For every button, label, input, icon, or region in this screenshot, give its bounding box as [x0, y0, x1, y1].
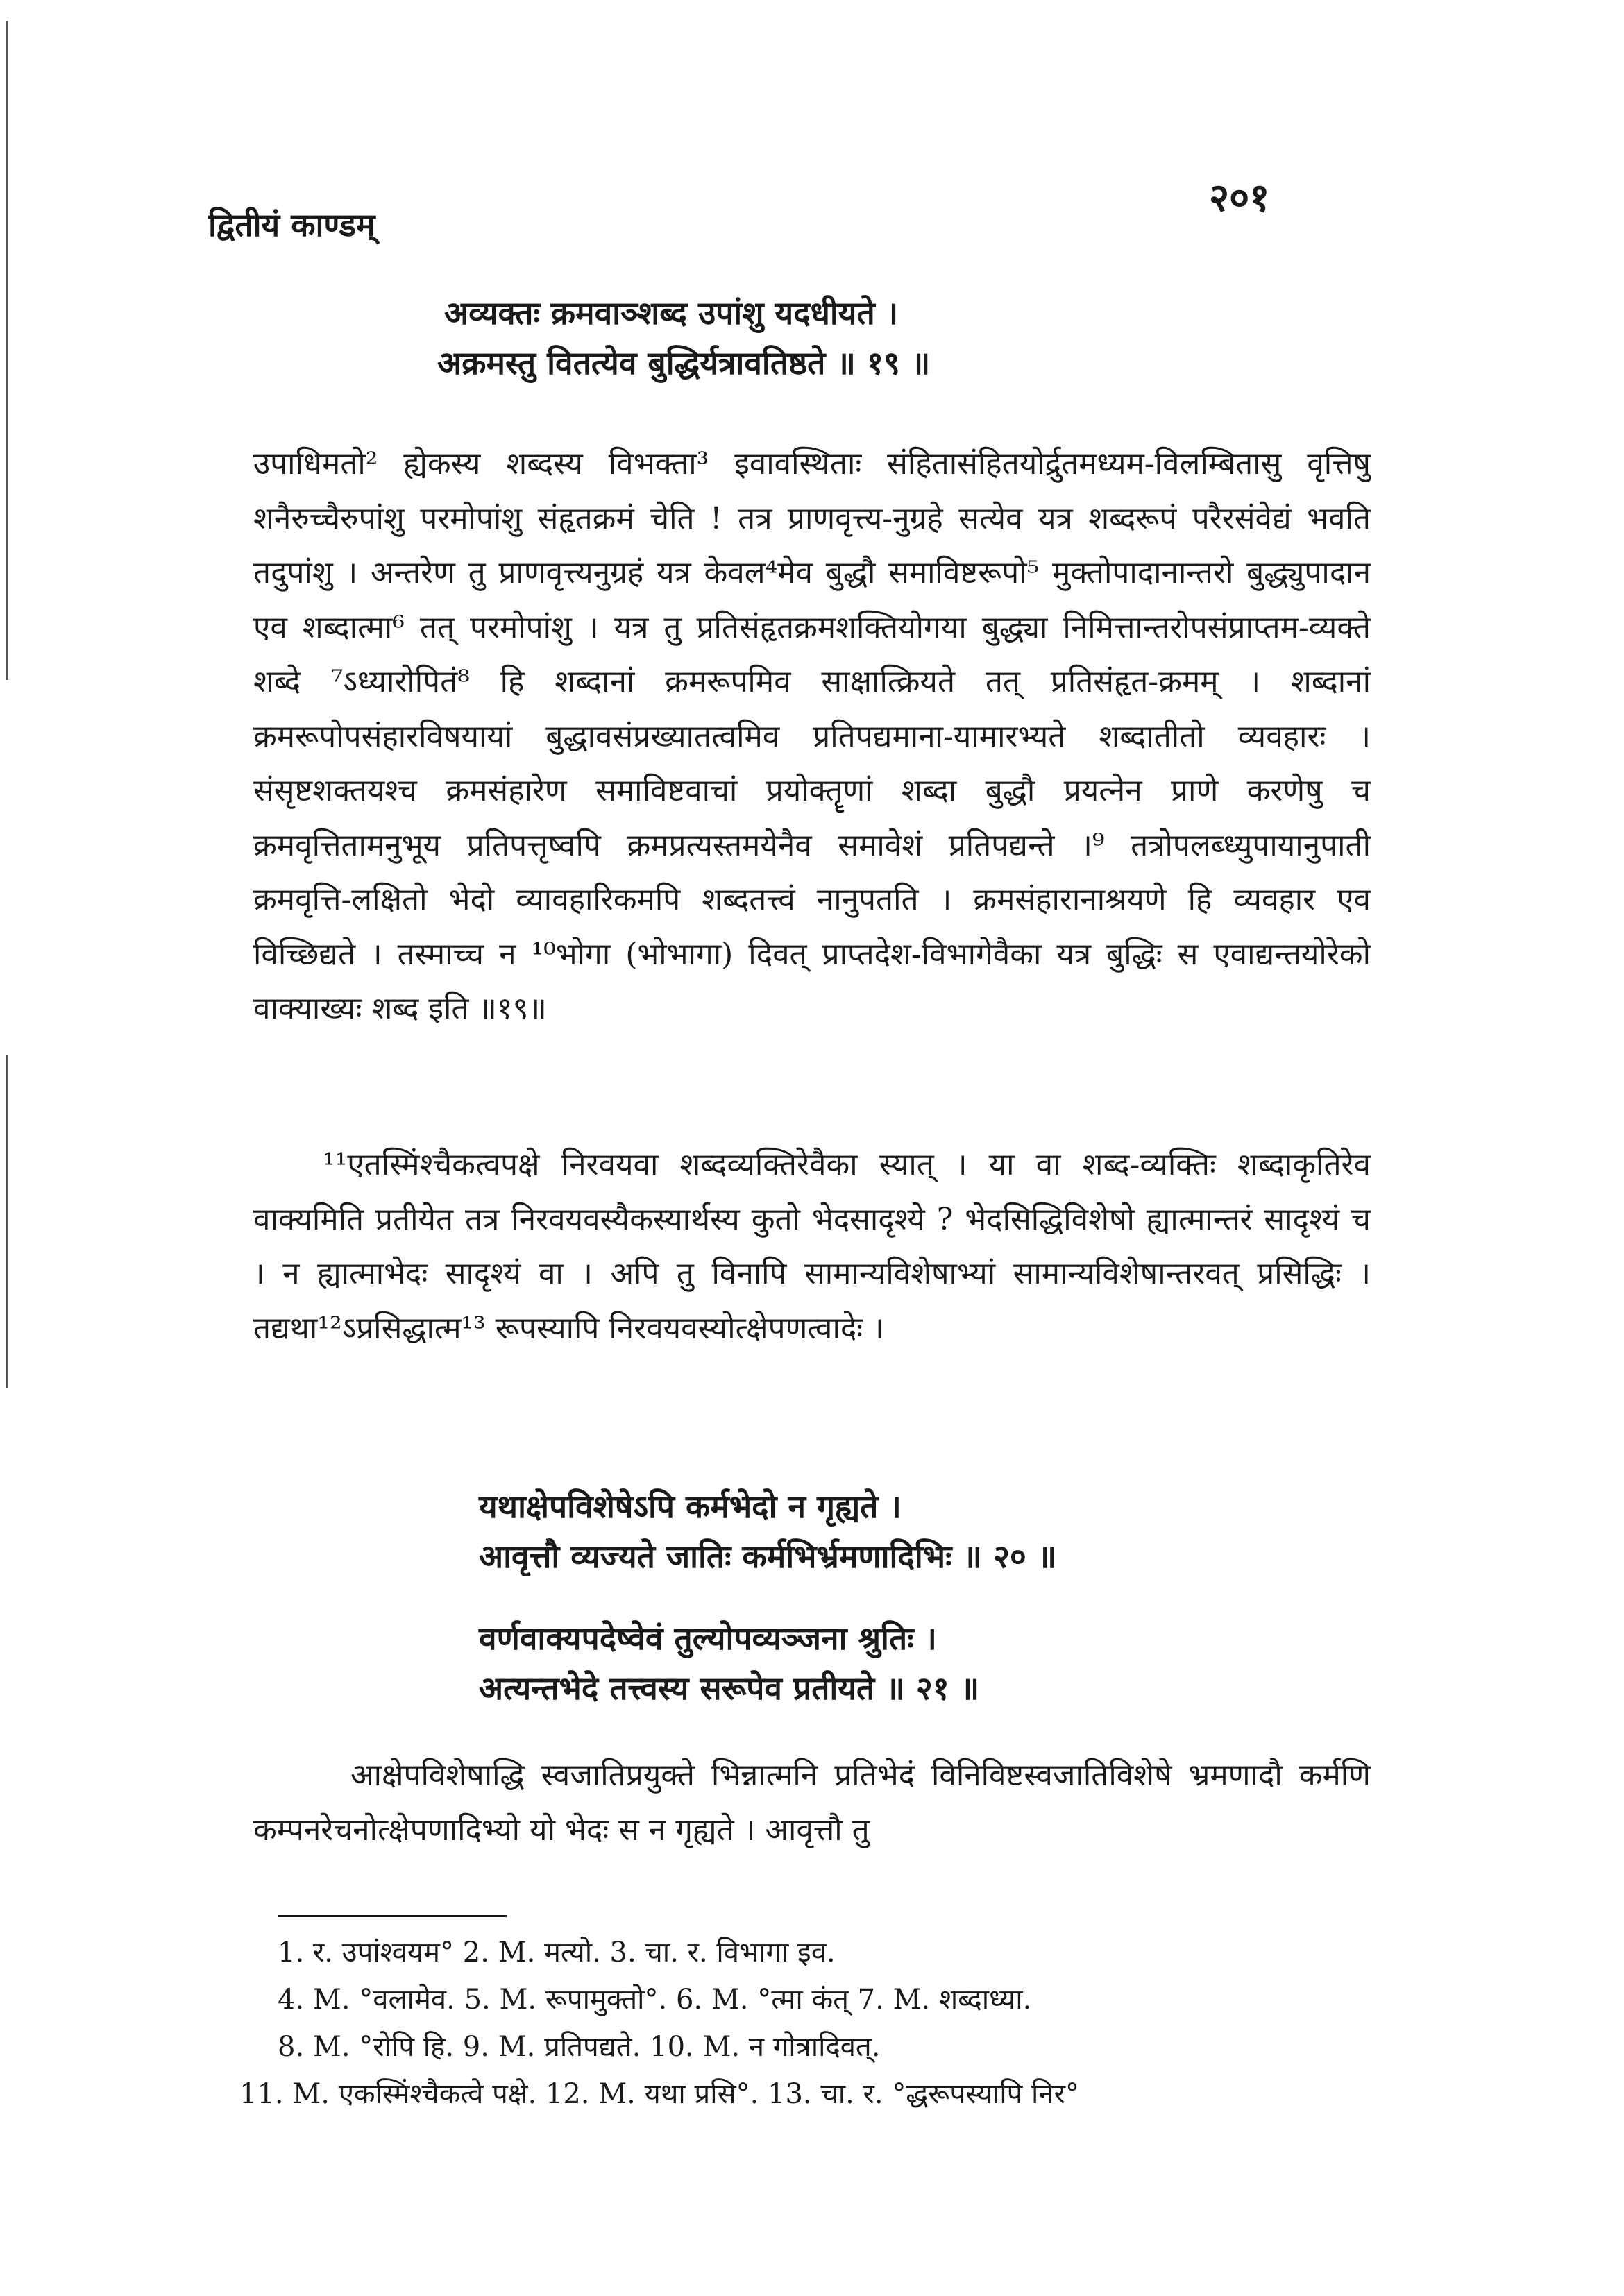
- page-number: २०१: [1209, 175, 1270, 221]
- binding-edge-mark: [6, 1055, 8, 1388]
- footnote-line: 1. र. उपांश्वयम° 2. M. मत्यो. 3. चा. र. विभागा इव.: [278, 1937, 836, 1968]
- verse-line: आवृत्तौ व्यज्यते जातिः कर्मभिर्भ्रमणादिभिः ॥ २० ॥: [479, 1538, 1057, 1575]
- verse-line: अव्यक्तः क्रमवाञ्शब्द उपांशु यदधीयते ।: [444, 294, 899, 332]
- verse-19: [437, 288, 931, 388]
- verse-line: यथाक्षेपविशेषेऽपि कर्मभेदो न गृह्यते ।: [479, 1488, 902, 1525]
- footnote-line: 11. M. एकस्मिंश्चैकत्वे पक्षे. 12. M. यथा प्रसि°. 13. चा. र. °द्धरूपस्यापि निर°: [239, 2078, 1079, 2110]
- commentary-paragraph: उपाधिमतो² ह्येकस्य शब्दस्य विभक्ता³ इवावस्थिताः संहितासंहितयोर्द्रुतमध्यम-विलम्बितासु वृत्तिषु शनैरुच्चैरुपांशु परमोपांशु संहृतक्रमं चेति ! तत्र प्राणवृत्त्य-नुग्रहे सत्येव यत्र शब्दरूपं परैरसंवेद्यं भवति तदुपांशु । अन्तरेण तु प्राणवृत्त्यनुग्रहं यत्र केवल⁴मेव बुद्धौ समाविष्टरूपो⁵ मुक्तोपादानान्तरो बुद्ध्युपादान एव शब्दात्मा⁶ तत् परमोपांशु । यत्र तु प्रतिसंहृतक्रमशक्तियोगया बुद्ध्या निमित्तान्तरोपसंप्राप्तम-व्यक्ते शब्दे ⁷ऽध्यारोपितं⁸ हि शब्दानां क्रमरूपमिव साक्षात्क्रियते तत् प्रतिसंहृत-क्रमम् । शब्दानां क्रमरूपोपसंहारविषयायां बुद्धावसंप्रख्यातत्वमिव प्रतिपद्यमाना-यामारभ्यते शब्दातीतो व्यवहारः । संसृष्टशक्तयश्च क्रमसंहारेण समाविष्टवाचां प्रयोक्तॄणां शब्दा बुद्धौ प्रयत्नेन प्राणे करणेषु च क्रमवृत्तितामनुभूय प्रतिपत्तृष्वपि क्रमप्रत्यस्तमयेनैव समावेशं प्रतिपद्यन्ते ।⁹ तत्रोपलब्ध्युपायानुपाती क्रमवृत्ति-लक्षितो भेदो व्यावहारिकमपि शब्दतत्त्वं नानुपतति । क्रमसंहारानाश्रयणे हि व्यवहार एव विच्छिद्यते । तस्माच्च न ¹⁰भोगा (भोभागा) दिवत् प्राप्तदेश-विभागेवैका यत्र बुद्धिः स एवाद्यन्तयोरेको वाक्याख्यः शब्द इति ॥१९॥: [253, 446, 1371, 1026]
- verse-line: वर्णवाक्यपदेष्वेवं तुल्योपव्यञ्जना श्रुतिः ।: [479, 1619, 937, 1657]
- verse-21: [479, 1613, 979, 1713]
- running-header: द्वितीयं काण्डम्: [208, 206, 375, 244]
- commentary-paragraph: आक्षेपविशेषाद्धि स्वजातिप्रयुक्ते भिन्नात्मनि प्रतिभेदं विनिविष्टस्वजातिविशेषे भ्रमणादौ कर्मणि कम्पनरेचनोत्क्षेपणादिभ्यो यो भेदः स न गृह्यते । आवृत्तौ तु: [253, 1758, 1371, 1848]
- binding-edge-mark: [6, 21, 8, 680]
- footnotes: [239, 1929, 1388, 2118]
- footnote-line: 8. M. °रोपि हि. 9. M. प्रतिपद्यते. 10. M. न गोत्रादिवत्.: [278, 2031, 881, 2063]
- verse-line: अक्रमस्तु वितत्येव बुद्धिर्यत्रावतिष्ठते ॥ १९ ॥: [437, 344, 931, 382]
- footnote-divider: [278, 1915, 507, 1917]
- commentary-paragraph: ¹¹एतस्मिंश्चैकत्वपक्षे निरवयवा शब्दव्यक्तिरेवैका स्यात् । या वा शब्द-व्यक्तिः शब्दाकृतिरेव वाक्यमिति प्रतीयेत तत्र निरवयवस्यैकस्यार्थस्य कुतो भेदसादृश्ये ? भेदसिद्धिविशेषो ह्यात्मान्तरं सादृश्यं च । न ह्यात्माभेदः सादृश्यं वा । अपि तु विनापि सामान्यविशेषाभ्यां सामान्यविशेषान्तरवत् प्रसिद्धिः । तद्यथा¹²ऽप्रसिद्धात्म¹³ रूपस्यापि निरवयवस्योत्क्षेपणत्वादेः ।: [253, 1147, 1371, 1346]
- verse-20: [479, 1481, 1056, 1581]
- verse-line: अत्यन्तभेदे तत्त्वस्य सरूपेव प्रतीयते ॥ २१ ॥: [479, 1669, 980, 1707]
- footnote-line: 4. M. °वलामेव. 5. M. रूपामुक्तो°. 6. M. °त्मा कंत् 7. M. शब्दाध्या.: [278, 1984, 1032, 2016]
